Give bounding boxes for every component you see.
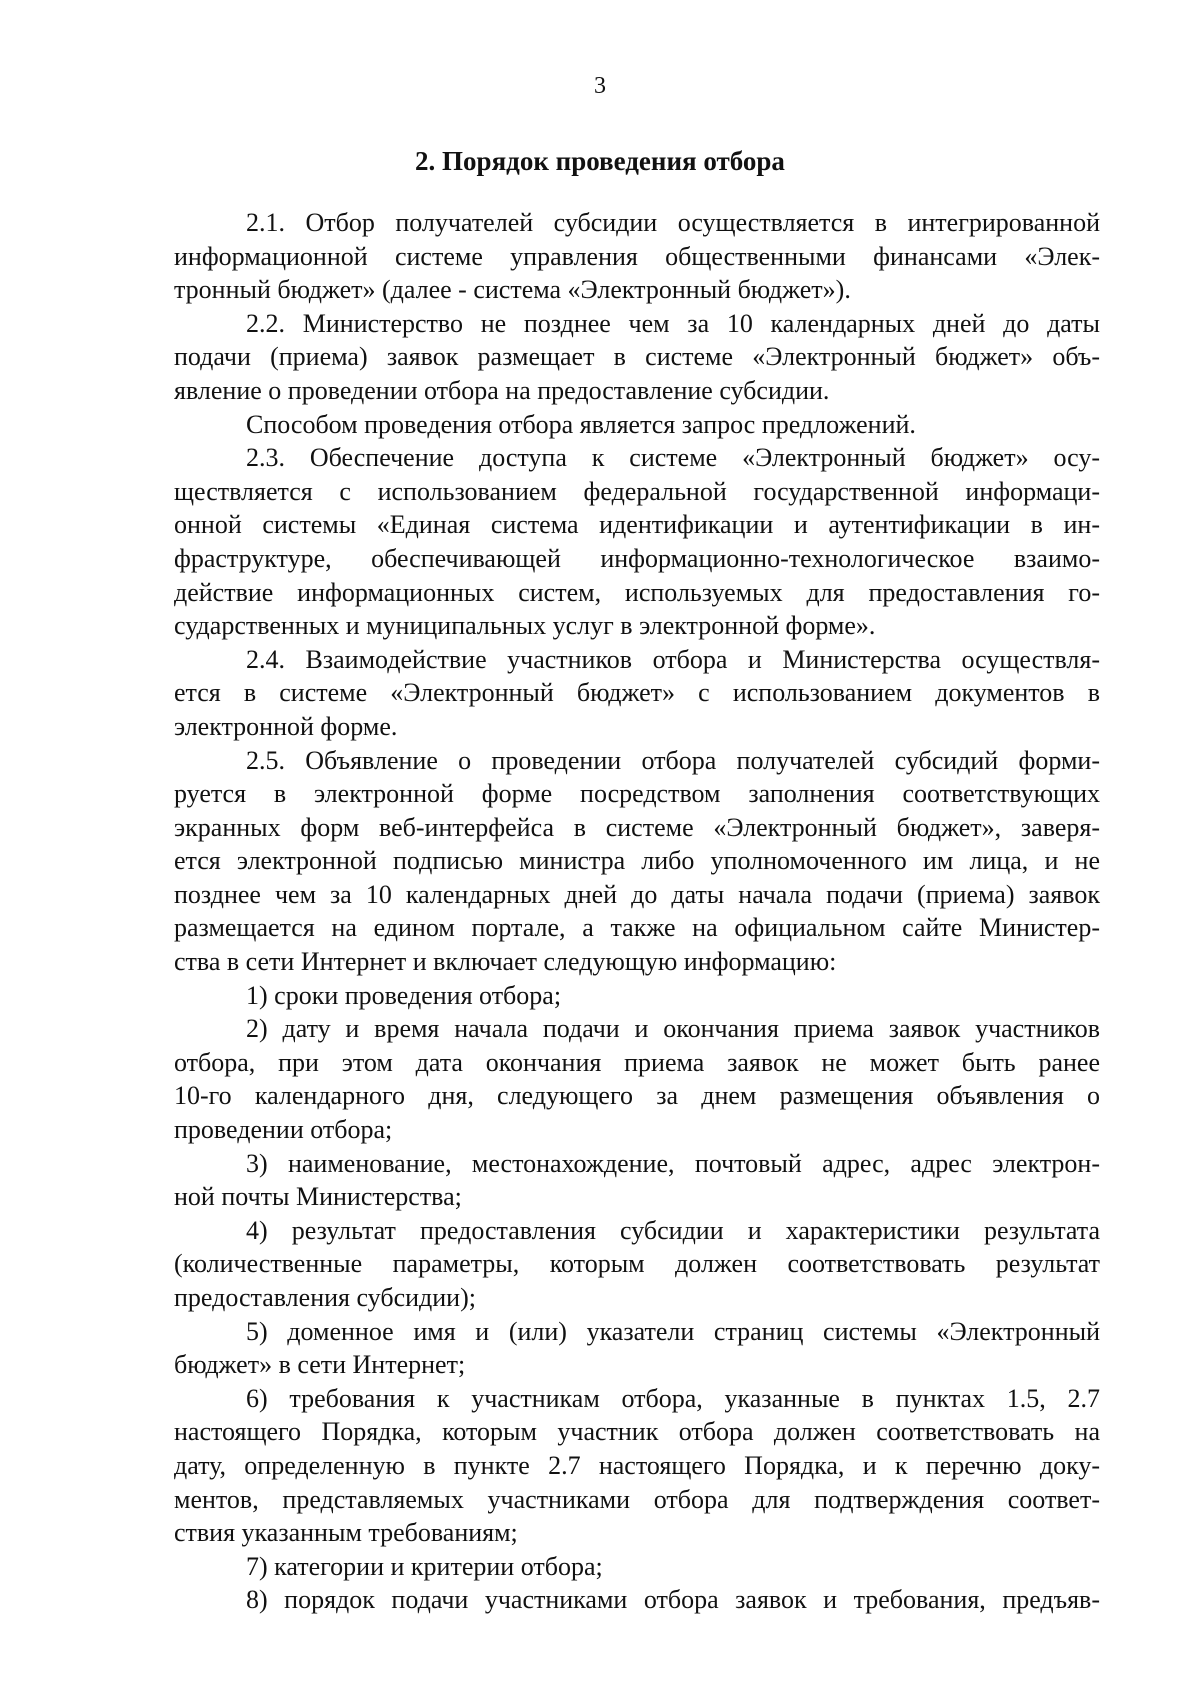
text-line: 2.3. Обеспечение доступа к системе «Электронный бюджет» осу- — [246, 443, 1100, 473]
text-line: 2) дату и время начала подачи и окончания приема заявок участников — [246, 1014, 1100, 1044]
text-line: отбора, при этом дата окончания приема заявок не может быть ранее — [174, 1047, 1100, 1077]
text-line: 10-го календарного дня, следующего за днем размещения объявления о — [174, 1081, 1100, 1111]
text-line: предоставления субсидии); — [174, 1283, 476, 1312]
text-line: дату, определенную в пункте 2.7 настоящего Порядка, и к перечню доку- — [174, 1450, 1100, 1480]
text-line: ства в сети Интернет и включает следующую информацию: — [174, 947, 837, 977]
text-line: 1) сроки проведения отбора; — [246, 980, 562, 1010]
text-line: ется в системе «Электронный бюджет» с использованием документов в — [174, 678, 1100, 708]
text-line: позднее чем за 10 календарных дней до даты начала подачи (приема) заявок — [174, 879, 1100, 909]
text-line: фраструктуре, обеспечивающей информационно-технологическое взаимо- — [174, 543, 1100, 573]
text-line: 5) доменное имя и (или) указатели страниц системы «Электронный — [246, 1316, 1100, 1346]
text-line: Способом проведения отбора является запрос предложений. — [246, 409, 916, 439]
text-line: проведении отбора; — [174, 1115, 393, 1145]
text-line: экранных форм веб-интерфейса в системе «Электронный бюджет», заверя- — [174, 812, 1100, 842]
page-number: 3 — [594, 73, 606, 99]
text-line: 8) порядок подачи участниками отбора заявок и требования, предъяв- — [246, 1585, 1100, 1615]
section-title: 2. Порядок проведения отбора — [415, 146, 785, 176]
text-line: сударственных и муниципальных услуг в электронной форме». — [174, 611, 876, 641]
text-line: 4) результат предоставления субсидии и характеристики результата — [246, 1215, 1100, 1245]
text-line: подачи (приема) заявок размещает в системе «Электронный бюджет» объ- — [174, 342, 1100, 372]
text-line: настоящего Порядка, которым участник отбора должен соответствовать на — [174, 1417, 1100, 1447]
document-body — [174, 206, 1100, 1617]
text-line: 6) требования к участникам отбора, указанные в пунктах 1.5, 2.7 — [246, 1383, 1100, 1413]
text-line: действие информационных систем, используемых для предоставления го- — [174, 577, 1100, 607]
text-line: (количественные параметры, которым должен соответствовать результат — [174, 1249, 1100, 1279]
text-line: тронный бюджет» (далее - система «Электронный бюджет»). — [174, 275, 851, 305]
text-line: онной системы «Единая система идентификации и аутентификации в ин- — [174, 510, 1100, 540]
text-line: 3) наименование, местонахождение, почтовый адрес, адрес электрон- — [246, 1148, 1100, 1178]
text-line: 2.5. Объявление о проведении отбора получателей субсидий форми- — [246, 745, 1100, 775]
text-line: руется в электронной форме посредством заполнения соответствующих — [174, 779, 1100, 809]
text-line: ствия указанным требованиям; — [174, 1518, 518, 1548]
text-line: электронной форме. — [174, 711, 398, 741]
text-line: бюджет» в сети Интернет; — [174, 1350, 466, 1380]
text-line: ной почты Министерства; — [174, 1182, 462, 1212]
text-line: 7) категории и критерии отбора; — [246, 1551, 603, 1581]
text-line: размещается на едином портале, а также на официальном сайте Министер- — [174, 913, 1100, 943]
text-line: 2.1. Отбор получателей субсидии осуществляется в интегрированной — [246, 208, 1100, 237]
text-line: 2.4. Взаимодействие участников отбора и Министерства осуществля- — [246, 644, 1100, 674]
text-line: информационной системе управления общественными финансами «Элек- — [174, 241, 1100, 271]
text-line: 2.2. Министерство не позднее чем за 10 календарных дней до даты — [246, 308, 1100, 338]
text-line: ется электронной подписью министра либо уполномоченного им лица, и не — [174, 846, 1100, 876]
text-line: явление о проведении отбора на предоставление субсидии. — [174, 375, 830, 405]
text-line: ментов, представляемых участниками отбора для подтверждения соответ- — [174, 1484, 1100, 1514]
text-line: ществляется с использованием федеральной государственной информаци- — [174, 476, 1100, 506]
